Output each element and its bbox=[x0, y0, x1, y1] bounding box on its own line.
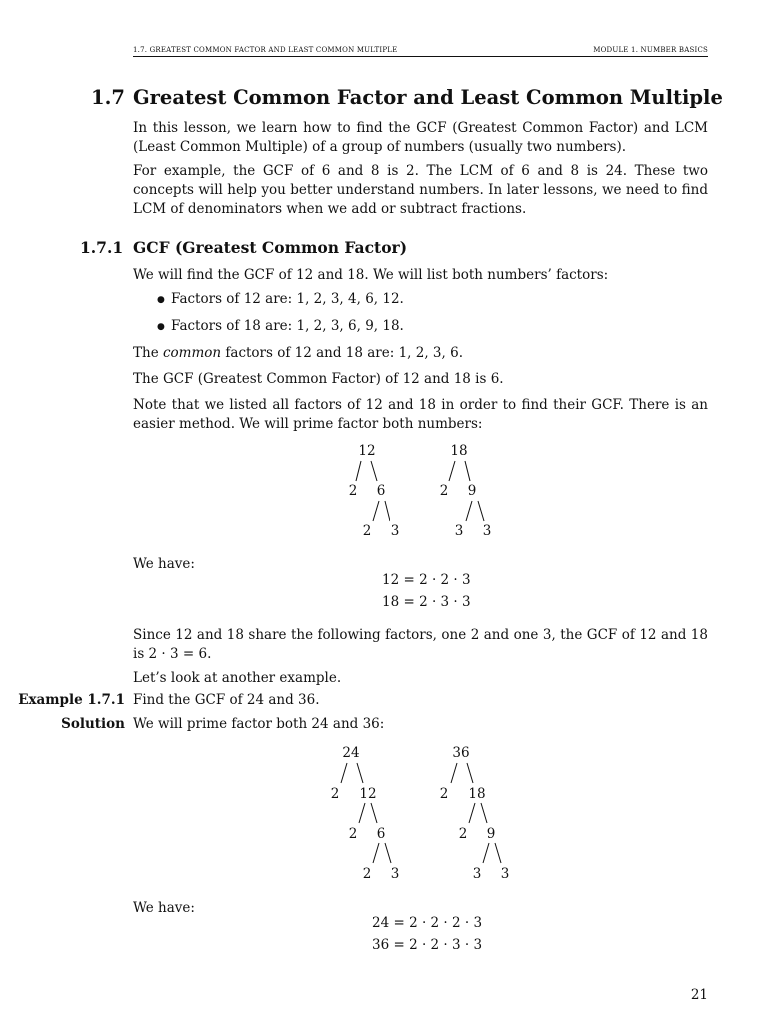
gcf-intro: We will find the GCF of 12 and 18. We will list both numbers’ factors: bbox=[133, 267, 609, 283]
running-header-right: MODULE 1. NUMBER BASICS bbox=[593, 46, 708, 54]
tree-node: 2 bbox=[362, 523, 372, 539]
subsection-title: GCF (Greatest Common Factor) bbox=[133, 238, 408, 257]
bullet-icon: ● bbox=[157, 322, 165, 332]
subsection-number: 1.7.1 bbox=[80, 238, 124, 257]
example-label: Example 1.7.1 bbox=[18, 692, 125, 708]
common-factors-line: The common factors of 12 and 18 are: 1, 2, 3, 6. bbox=[133, 345, 463, 361]
tree-node: 3 bbox=[500, 866, 510, 882]
tree-node: 6 bbox=[376, 826, 386, 842]
we-have-label-2: We have: bbox=[133, 900, 195, 916]
tree-node: 3 bbox=[390, 523, 400, 539]
intro-paragraph-1: In this lesson, we learn how to find the GCF (Greatest Common Factor) and LCM (Least Common Multiple) of a group of numbers (usually two numbers). bbox=[133, 120, 708, 155]
we-have-label: We have: bbox=[133, 556, 195, 572]
tree-node: 2 bbox=[348, 483, 358, 499]
tree-node: 3 bbox=[390, 866, 400, 882]
tree-node: 24 bbox=[342, 745, 360, 761]
tree-branches bbox=[320, 760, 410, 865]
header-rule bbox=[133, 56, 708, 57]
bullet-factors-12: Factors of 12 are: 1, 2, 3, 4, 6, 12. bbox=[171, 291, 404, 307]
equation-24: 24 = 2 · 2 · 2 · 3 bbox=[372, 915, 483, 931]
equation-12: 12 = 2 · 2 · 3 bbox=[382, 572, 471, 588]
another-example-line: Let’s look at another example. bbox=[133, 670, 342, 686]
tree-node: 2 bbox=[439, 786, 449, 802]
tree-node: 2 bbox=[330, 786, 340, 802]
page-number: 21 bbox=[690, 987, 708, 1003]
tree-node: 36 bbox=[452, 745, 470, 761]
bullet-icon: ● bbox=[157, 295, 165, 305]
running-header-left: 1.7. GREATEST COMMON FACTOR AND LEAST COMMON MULTIPLE bbox=[133, 46, 398, 54]
tree-node: 18 bbox=[468, 786, 486, 802]
tree-node: 2 bbox=[362, 866, 372, 882]
example-text: Find the GCF of 24 and 36. bbox=[133, 692, 320, 708]
tree-node: 3 bbox=[482, 523, 492, 539]
solution-text: We will prime factor both 24 and 36: bbox=[133, 716, 385, 732]
tree-node: 2 bbox=[348, 826, 358, 842]
equation-18: 18 = 2 · 3 · 3 bbox=[382, 594, 471, 610]
since-paragraph: Since 12 and 18 share the following factors, one 2 and one 3, the GCF of 12 and 18 is 2 · 3 = 6. bbox=[133, 627, 708, 662]
bullet-factors-18: Factors of 18 are: 1, 2, 3, 6, 9, 18. bbox=[171, 318, 404, 334]
tree-node: 2 bbox=[439, 483, 449, 499]
tree-branches bbox=[430, 760, 520, 865]
solution-label: Solution bbox=[61, 716, 125, 732]
gcf-result-line: The GCF (Greatest Common Factor) of 12 and 18 is 6. bbox=[133, 371, 504, 387]
tree-node: 6 bbox=[376, 483, 386, 499]
note-paragraph: Note that we listed all factors of 12 and 18 in order to find their GCF. There is an easier method. We will prime factor both numbers: bbox=[133, 397, 708, 432]
section-number: 1.7 bbox=[91, 86, 125, 109]
tree-node: 18 bbox=[450, 443, 468, 459]
tree-node: 9 bbox=[467, 483, 477, 499]
tree-node: 3 bbox=[472, 866, 482, 882]
tree-node: 3 bbox=[454, 523, 464, 539]
section-title: Greatest Common Factor and Least Common Multiple bbox=[133, 86, 723, 109]
tree-node: 2 bbox=[458, 826, 468, 842]
tree-node: 12 bbox=[359, 786, 377, 802]
intro-paragraph-2: For example, the GCF of 6 and 8 is 2. The LCM of 6 and 8 is 24. These two concepts will help you better understand numbers. In later lessons, we need to find LCM of denominators when we add or subtract fractions. bbox=[133, 163, 708, 217]
tree-node: 9 bbox=[486, 826, 496, 842]
tree-node: 12 bbox=[358, 443, 376, 459]
equation-36: 36 = 2 · 2 · 3 · 3 bbox=[372, 937, 483, 953]
